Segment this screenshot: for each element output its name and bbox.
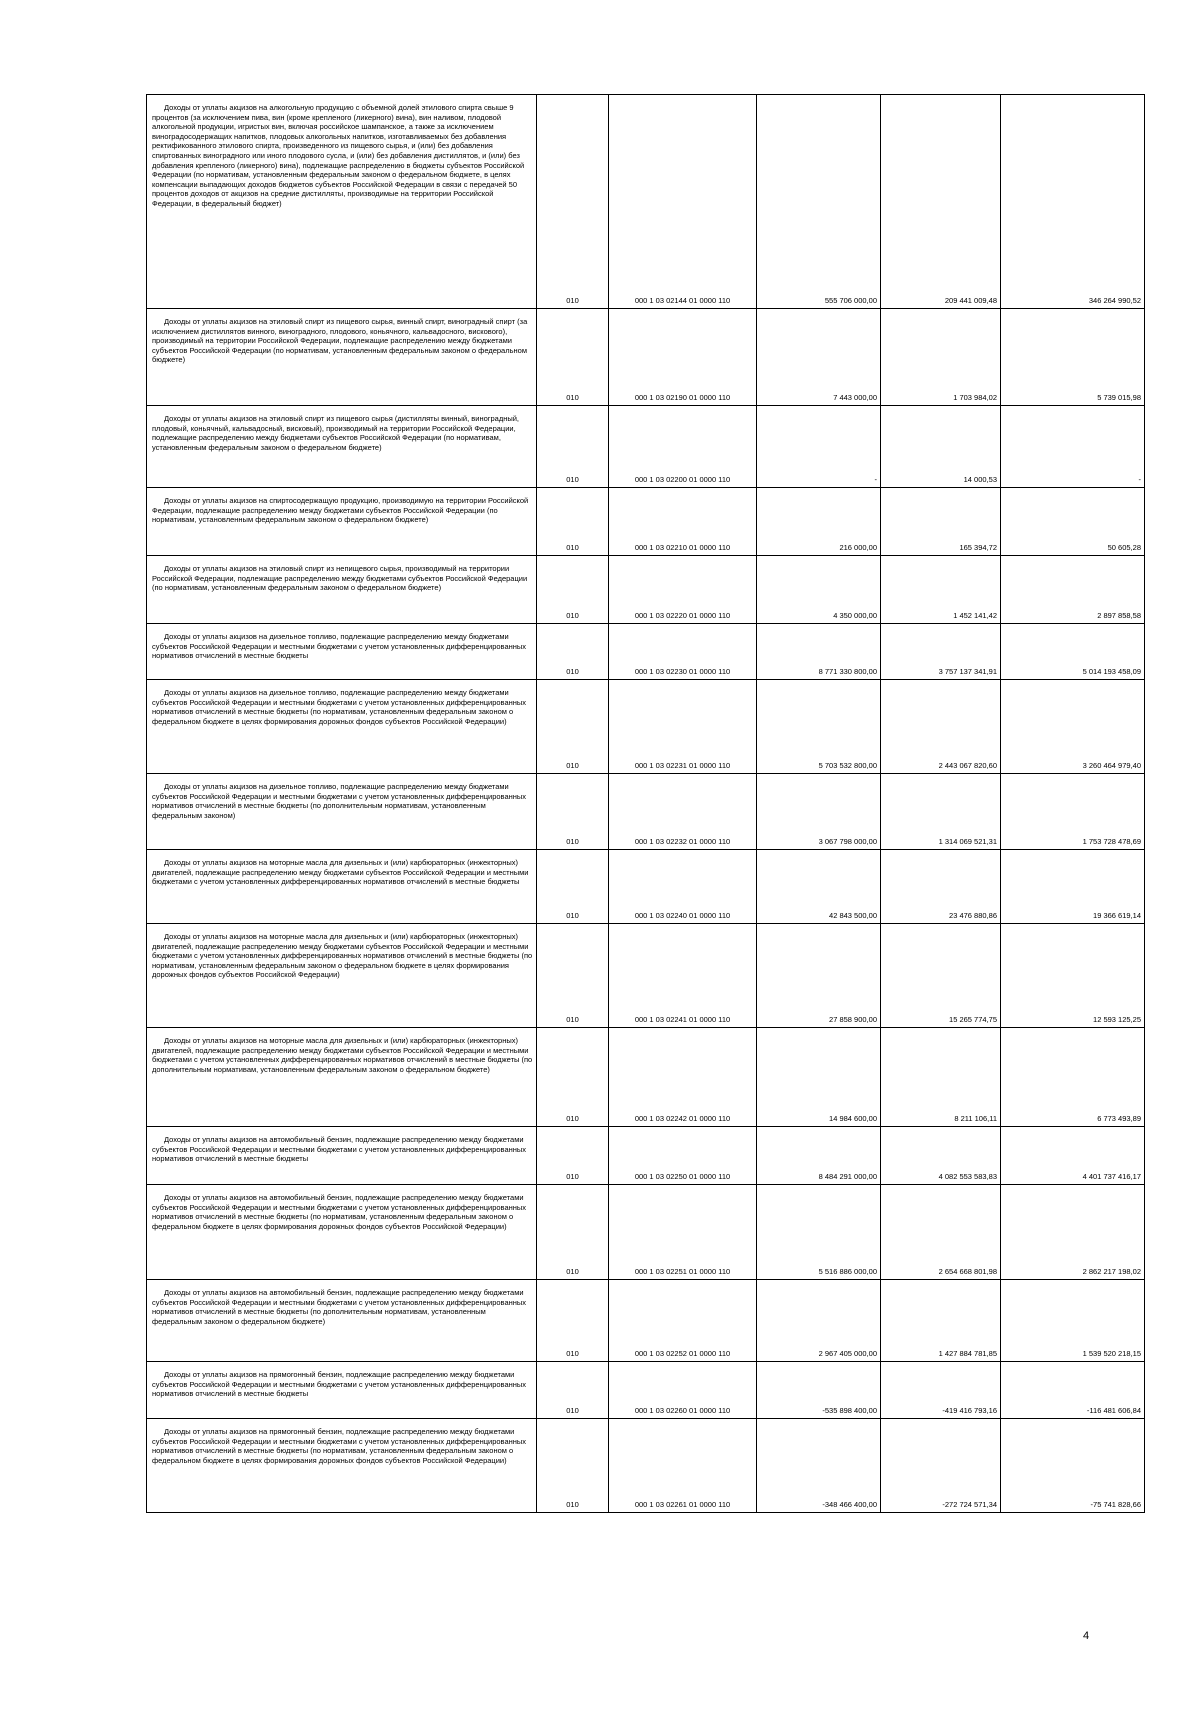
row-executed-amount: 1 703 984,02 (881, 309, 1001, 406)
table-row (147, 850, 1145, 924)
row-line-code: 010 (537, 1028, 609, 1127)
row-executed-amount: 209 441 009,48 (881, 95, 1001, 309)
row-budget-code: 000 1 03 02220 01 0000 110 (609, 556, 757, 624)
row-budget-code: 000 1 03 02250 01 0000 110 (609, 1127, 757, 1185)
revenue-table (146, 94, 1145, 1513)
row-remaining-amount: 1 753 728 478,69 (1001, 774, 1145, 850)
row-remaining-amount: 346 264 990,52 (1001, 95, 1145, 309)
row-budget-code: 000 1 03 02210 01 0000 110 (609, 488, 757, 556)
table-row (147, 488, 1145, 556)
table-row (147, 1127, 1145, 1185)
row-approved-amount: 5 516 886 000,00 (757, 1185, 881, 1280)
row-budget-code: 000 1 03 02200 01 0000 110 (609, 406, 757, 488)
table-row (147, 309, 1145, 406)
row-approved-amount: 2 967 405 000,00 (757, 1280, 881, 1362)
row-line-code: 010 (537, 488, 609, 556)
row-line-code: 010 (537, 774, 609, 850)
table-row (147, 556, 1145, 624)
row-budget-code: 000 1 03 02232 01 0000 110 (609, 774, 757, 850)
row-description: Доходы от уплаты акцизов на этиловый спирт из непищевого сырья, производимый на территории Российской Федерации, подлежащие распределению между бюджетами субъектов Российской Федерации (по нормативам, установленным федеральным законом о федеральном бюджете) (147, 556, 537, 624)
row-approved-amount: 555 706 000,00 (757, 95, 881, 309)
row-executed-amount: 8 211 106,11 (881, 1028, 1001, 1127)
row-budget-code: 000 1 03 02260 01 0000 110 (609, 1362, 757, 1419)
row-line-code: 010 (537, 924, 609, 1028)
row-approved-amount: 42 843 500,00 (757, 850, 881, 924)
row-approved-amount: 3 067 798 000,00 (757, 774, 881, 850)
row-description: Доходы от уплаты акцизов на дизельное топливо, подлежащие распределению между бюджетами субъектов Российской Федерации и местными бюджетами с учетом установленных дифференцированных нормативов отчислений в местные бюджеты (по дополнительным нормативам, установленным федеральным законом) (147, 774, 537, 850)
table-row (147, 1419, 1145, 1513)
row-approved-amount: 8 771 330 800,00 (757, 624, 881, 680)
row-executed-amount: 3 757 137 341,91 (881, 624, 1001, 680)
row-budget-code: 000 1 03 02251 01 0000 110 (609, 1185, 757, 1280)
row-approved-amount: 27 858 900,00 (757, 924, 881, 1028)
row-approved-amount: 5 703 532 800,00 (757, 680, 881, 774)
row-approved-amount: 7 443 000,00 (757, 309, 881, 406)
row-remaining-amount: 1 539 520 218,15 (1001, 1280, 1145, 1362)
row-description: Доходы от уплаты акцизов на дизельное топливо, подлежащие распределению между бюджетами субъектов Российской Федерации и местными бюджетами с учетом установленных дифференцированных нормативов отчислений в местные бюджеты (по нормативам, установленным федеральным законом о федеральном бюджете в целях формирования дорожных фондов субъектов Российской Федерации) (147, 680, 537, 774)
table-row (147, 1185, 1145, 1280)
row-line-code: 010 (537, 850, 609, 924)
row-description: Доходы от уплаты акцизов на этиловый спирт из пищевого сырья (дистилляты винный, виноградный, плодовый, коньячный, кальвадосный, висковый), производимый на территории Российской Федерации, подлежащие распределению между бюджетами субъектов Российской Федерации (по нормативам, установленным федеральным законом о федеральном бюджете) (147, 406, 537, 488)
row-description: Доходы от уплаты акцизов на автомобильный бензин, подлежащие распределению между бюджетами субъектов Российской Федерации и местными бюджетами с учетом установленных дифференцированных нормативов отчислений в местные бюджеты (по нормативам, установленным федеральным законом о федеральном бюджете в целях формирования дорожных фондов субъектов Российской Федерации) (147, 1185, 537, 1280)
row-description: Доходы от уплаты акцизов на дизельное топливо, подлежащие распределению между бюджетами субъектов Российской Федерации и местными бюджетами с учетом установленных дифференцированных нормативов отчислений в местные бюджеты (147, 624, 537, 680)
row-budget-code: 000 1 03 02230 01 0000 110 (609, 624, 757, 680)
row-executed-amount: 165 394,72 (881, 488, 1001, 556)
row-budget-code: 000 1 03 02190 01 0000 110 (609, 309, 757, 406)
row-description: Доходы от уплаты акцизов на моторные масла для дизельных и (или) карбюраторных (инжекторных) двигателей, подлежащие распределению между бюджетами субъектов Российской Федерации и местными бюджетами с учетом установленных дифференцированных нормативов отчислений в местные бюджеты (по нормативам, установленным федеральным законом о федеральном бюджете в целях формирования дорожных фондов субъектов Российской Федерации) (147, 924, 537, 1028)
row-line-code: 010 (537, 680, 609, 774)
row-executed-amount: 4 082 553 583,83 (881, 1127, 1001, 1185)
row-remaining-amount: 6 773 493,89 (1001, 1028, 1145, 1127)
row-remaining-amount: -75 741 828,66 (1001, 1419, 1145, 1513)
row-description: Доходы от уплаты акцизов на алкогольную продукцию с объемной долей этилового спирта свыше 9 процентов (за исключением пива, вин (кроме крепленого (ликерного) вина), вин наливом, плодовой алкогольной продукции, игристых вин, включая российское шампанское, а также за исключением виноградосодержащих напитков, плодовых алкогольных напитков, изготавливаемых без добавления ректификованного этилового спирта, произведенного из пищевого сырья, и (или) без добавления спиртованных виноградного или иного плодового сусла, и (или) без добавления дистиллятов, и (или) без добавления крепленого (ликерного) вина), подлежащие распределению в бюджеты субъектов Российской Федерации (по нормативам, установленным федеральным законом о федеральном бюджете, в целях компенсации выпадающих доходов бюджетов субъектов Российской Федерации в связи с передачей 50 процентов доходов от акцизов на средние дистилляты, производимые на территории Российской Федерации, в федеральный бюджет) (147, 95, 537, 309)
row-approved-amount: -535 898 400,00 (757, 1362, 881, 1419)
row-description: Доходы от уплаты акцизов на автомобильный бензин, подлежащие распределению между бюджетами субъектов Российской Федерации и местными бюджетами с учетом установленных дифференцированных нормативов отчислений в местные бюджеты (147, 1127, 537, 1185)
row-line-code: 010 (537, 1362, 609, 1419)
row-remaining-amount: 2 862 217 198,02 (1001, 1185, 1145, 1280)
row-executed-amount: -419 416 793,16 (881, 1362, 1001, 1419)
row-line-code: 010 (537, 1419, 609, 1513)
row-approved-amount: 8 484 291 000,00 (757, 1127, 881, 1185)
row-description: Доходы от уплаты акцизов на прямогонный бензин, подлежащие распределению между бюджетами субъектов Российской Федерации и местными бюджетами с учетом установленных дифференцированных нормативов отчислений в местные бюджеты (по нормативам, установленным федеральным законом о федеральном бюджете в целях формирования дорожных фондов субъектов Российской Федерации) (147, 1419, 537, 1513)
row-remaining-amount: 4 401 737 416,17 (1001, 1127, 1145, 1185)
table-row (147, 406, 1145, 488)
row-remaining-amount: - (1001, 406, 1145, 488)
row-description: Доходы от уплаты акцизов на спиртосодержащую продукцию, производимую на территории Российской Федерации, подлежащие распределению между бюджетами субъектов Российской Федерации (по нормативам, установленным федеральным законом о федеральном бюджете) (147, 488, 537, 556)
row-executed-amount: 2 443 067 820,60 (881, 680, 1001, 774)
row-approved-amount: 14 984 600,00 (757, 1028, 881, 1127)
table-row (147, 774, 1145, 850)
row-line-code: 010 (537, 95, 609, 309)
row-description: Доходы от уплаты акцизов на моторные масла для дизельных и (или) карбюраторных (инжекторных) двигателей, подлежащие распределению между бюджетами субъектов Российской Федерации и местными бюджетами с учетом установленных дифференцированных нормативов отчислений в местные бюджеты (147, 850, 537, 924)
row-line-code: 010 (537, 1185, 609, 1280)
row-budget-code: 000 1 03 02144 01 0000 110 (609, 95, 757, 309)
row-executed-amount: 1 427 884 781,85 (881, 1280, 1001, 1362)
table-row (147, 95, 1145, 309)
row-description: Доходы от уплаты акцизов на этиловый спирт из пищевого сырья, винный спирт, виноградный спирт (за исключением дистиллятов винного, виноградного, плодового, коньячного, кальвадосного, вискового), производимый на территории Российской Федерации, подлежащие распределению между бюджетами субъектов Российской Федерации (по нормативам, установленным федеральным законом о федеральном бюджете) (147, 309, 537, 406)
row-line-code: 010 (537, 624, 609, 680)
table-row (147, 680, 1145, 774)
row-budget-code: 000 1 03 02241 01 0000 110 (609, 924, 757, 1028)
row-executed-amount: 15 265 774,75 (881, 924, 1001, 1028)
table-row (147, 624, 1145, 680)
row-description: Доходы от уплаты акцизов на прямогонный бензин, подлежащие распределению между бюджетами субъектов Российской Федерации и местными бюджетами с учетом установленных дифференцированных нормативов отчислений в местные бюджеты (147, 1362, 537, 1419)
row-remaining-amount: 2 897 858,58 (1001, 556, 1145, 624)
row-budget-code: 000 1 03 02261 01 0000 110 (609, 1419, 757, 1513)
row-executed-amount: 1 452 141,42 (881, 556, 1001, 624)
row-line-code: 010 (537, 1127, 609, 1185)
row-line-code: 010 (537, 1280, 609, 1362)
row-approved-amount: 216 000,00 (757, 488, 881, 556)
row-approved-amount: 4 350 000,00 (757, 556, 881, 624)
page-number: 4 (1083, 1630, 1090, 1642)
row-line-code: 010 (537, 406, 609, 488)
table-row (147, 1362, 1145, 1419)
row-executed-amount: 1 314 069 521,31 (881, 774, 1001, 850)
row-remaining-amount: -116 481 606,84 (1001, 1362, 1145, 1419)
row-line-code: 010 (537, 309, 609, 406)
row-remaining-amount: 3 260 464 979,40 (1001, 680, 1145, 774)
row-approved-amount: - (757, 406, 881, 488)
row-remaining-amount: 12 593 125,25 (1001, 924, 1145, 1028)
table-row (147, 924, 1145, 1028)
row-remaining-amount: 5 739 015,98 (1001, 309, 1145, 406)
row-budget-code: 000 1 03 02252 01 0000 110 (609, 1280, 757, 1362)
row-line-code: 010 (537, 556, 609, 624)
table-row (147, 1028, 1145, 1127)
row-remaining-amount: 5 014 193 458,09 (1001, 624, 1145, 680)
row-remaining-amount: 19 366 619,14 (1001, 850, 1145, 924)
row-approved-amount: -348 466 400,00 (757, 1419, 881, 1513)
row-executed-amount: -272 724 571,34 (881, 1419, 1001, 1513)
row-description: Доходы от уплаты акцизов на автомобильный бензин, подлежащие распределению между бюджетами субъектов Российской Федерации и местными бюджетами с учетом установленных дифференцированных нормативов отчислений в местные бюджеты (по дополнительным нормативам, установленным федеральным законом о федеральном бюджете) (147, 1280, 537, 1362)
row-executed-amount: 23 476 880,86 (881, 850, 1001, 924)
row-description: Доходы от уплаты акцизов на моторные масла для дизельных и (или) карбюраторных (инжекторных) двигателей, подлежащие распределению между бюджетами субъектов Российской Федерации и местными бюджетами с учетом установленных дифференцированных нормативов отчислений в местные бюджеты (по дополнительным нормативам, установленным федеральным законом о федеральном бюджете) (147, 1028, 537, 1127)
row-executed-amount: 2 654 668 801,98 (881, 1185, 1001, 1280)
row-remaining-amount: 50 605,28 (1001, 488, 1145, 556)
row-budget-code: 000 1 03 02231 01 0000 110 (609, 680, 757, 774)
row-budget-code: 000 1 03 02240 01 0000 110 (609, 850, 757, 924)
table-row (147, 1280, 1145, 1362)
row-executed-amount: 14 000,53 (881, 406, 1001, 488)
row-budget-code: 000 1 03 02242 01 0000 110 (609, 1028, 757, 1127)
